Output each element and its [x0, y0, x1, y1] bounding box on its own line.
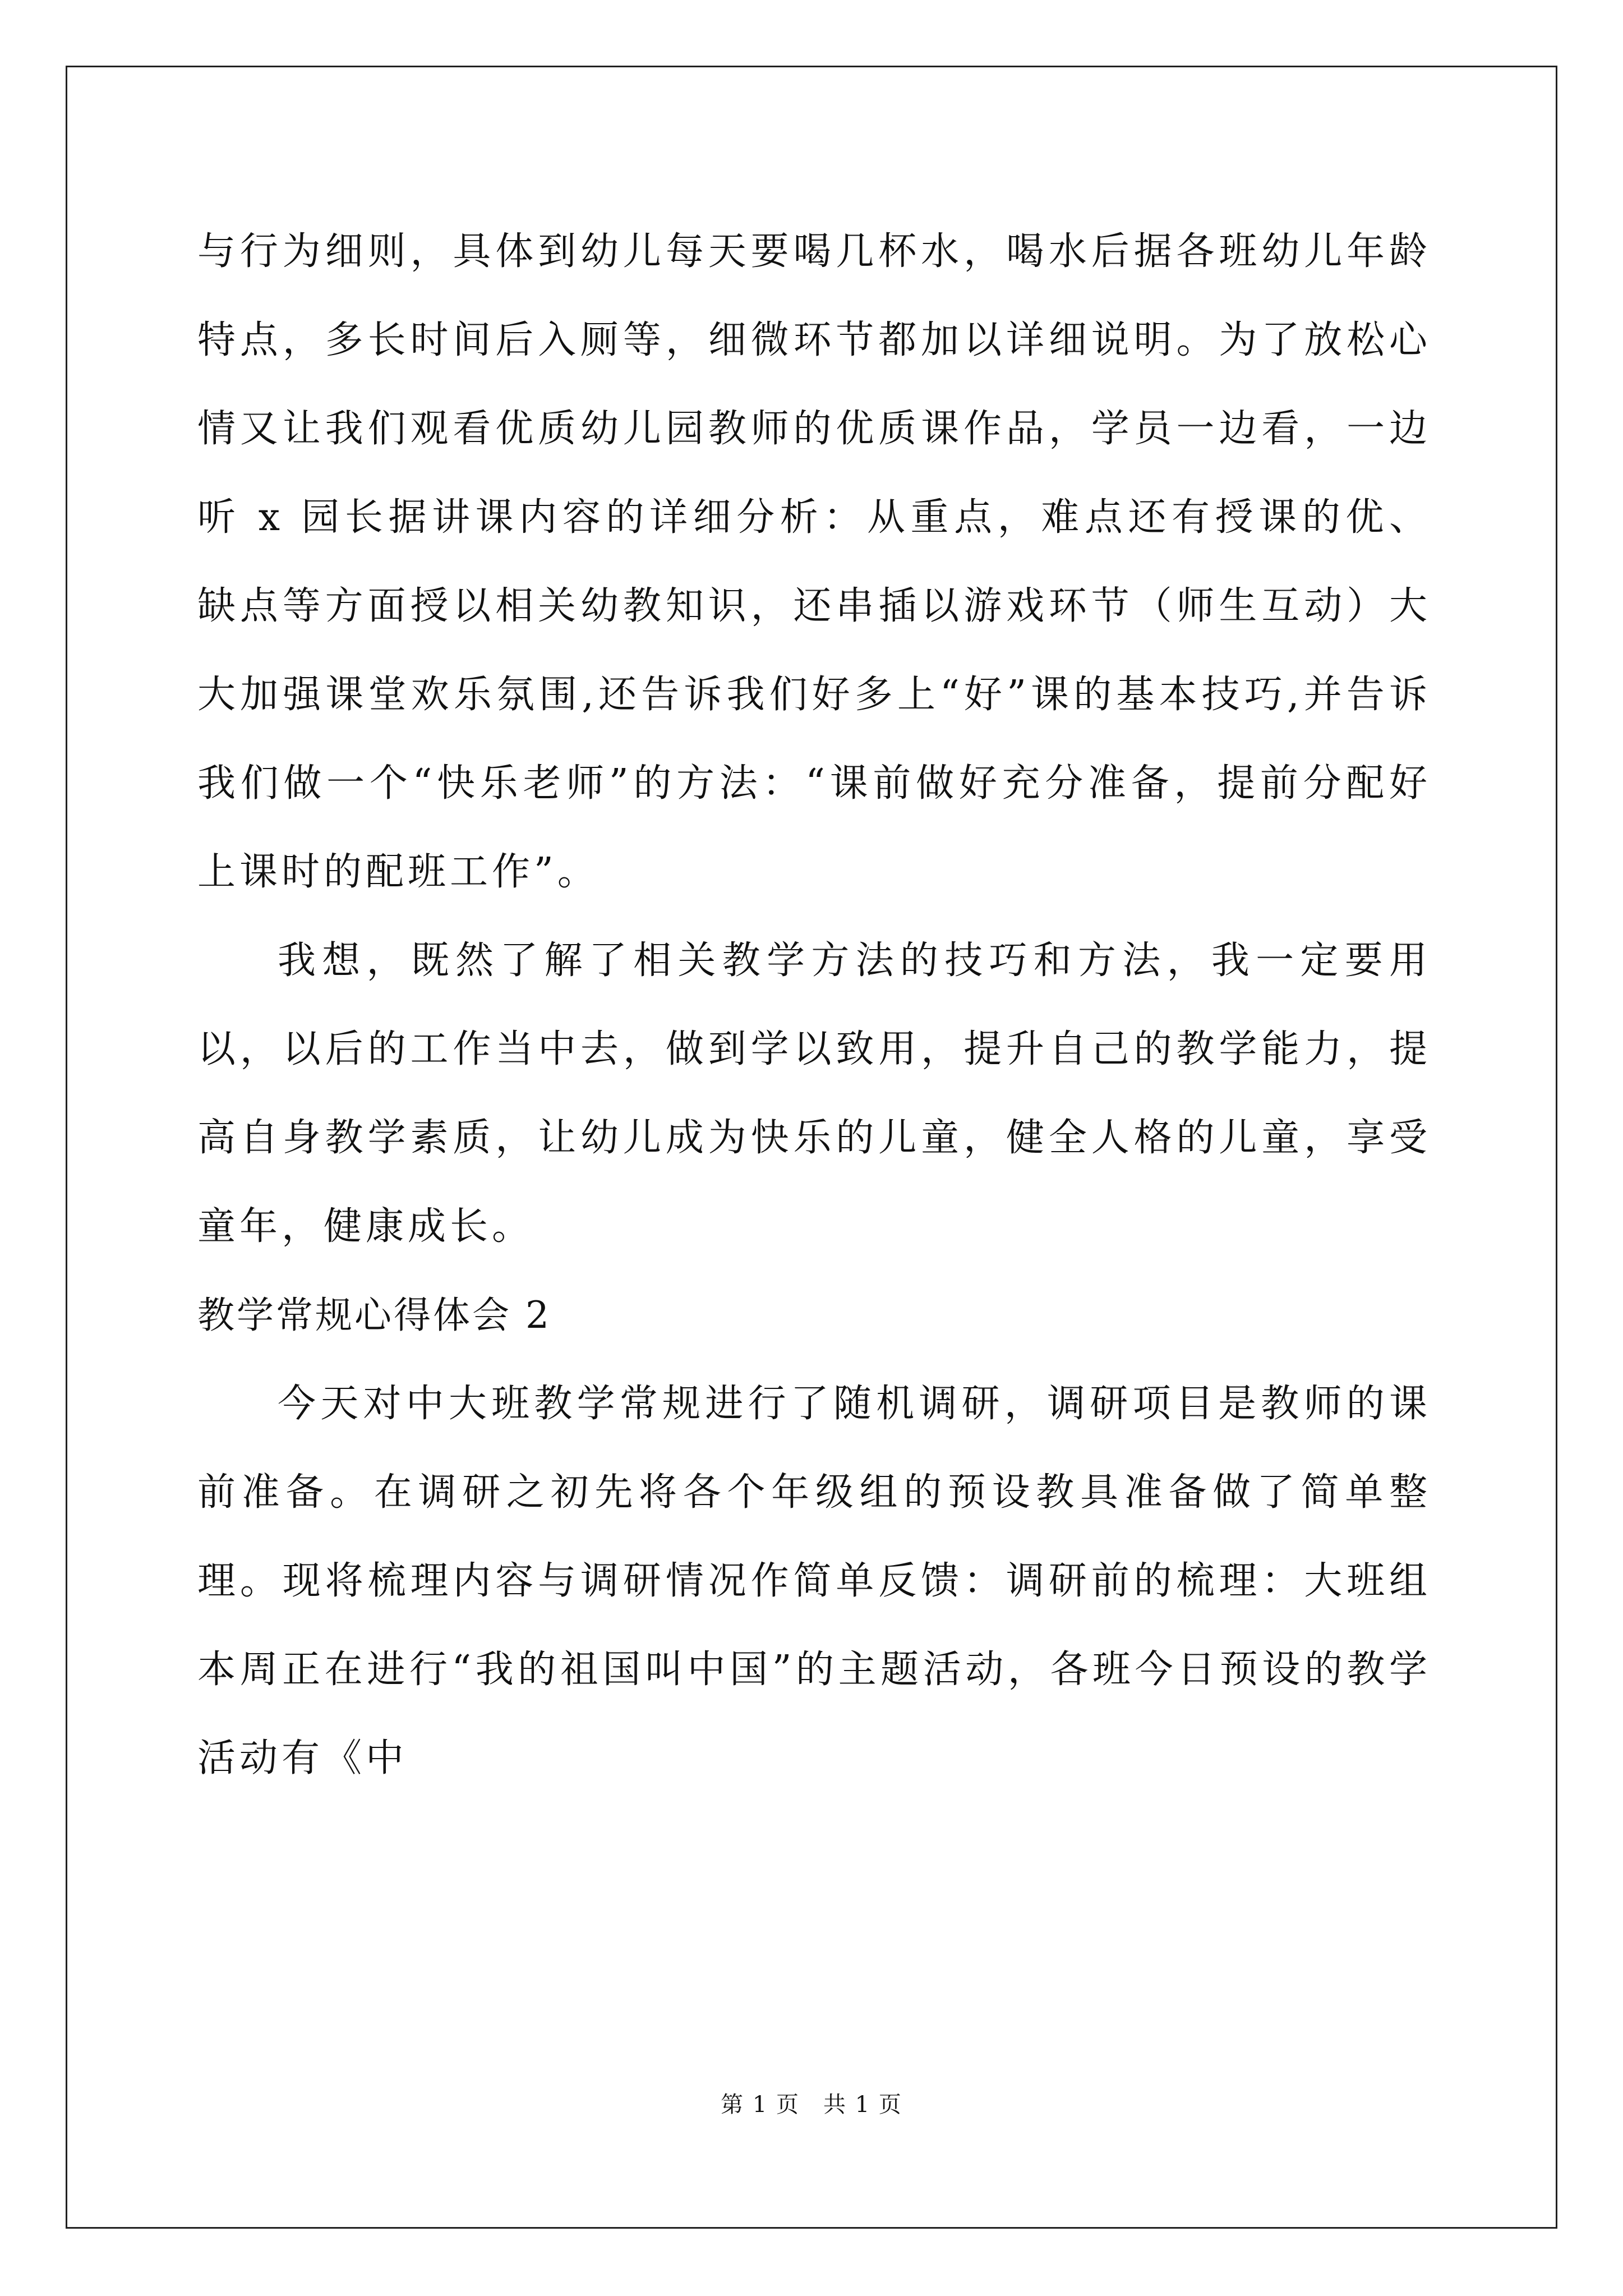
paragraph-2: 我想，既然了解了相关教学方法的技巧和方法，我一定要用以，以后的工作当中去，做到学以致用，提升自己的教学能力，提高自身教学素质，让幼儿成为快乐的儿童，健全人格的儿童，享受童年，健康成长。	[197, 938, 1431, 1249]
section-paragraph: 今天对中大班教学常规进行了随机调研，调研项目是教师的课前准备。在调研之初先将各个年级组的预设教具准备做了简单整理。现将梳理内容与调研情况作简单反馈：调研前的梳理：大班组本周正在进行“我的祖国叫中国”的主题活动，各班今日预设的教学活动有《中	[197, 1382, 1431, 1780]
section-heading: 教学常规心得体会 2	[197, 1294, 551, 1337]
paragraph-1: 与行为细则，具体到幼儿每天要喝几杯水，喝水后据各班幼儿年龄特点，多长时间后入厕等，细微环节都加以详细说明。为了放松心情又让我们观看优质幼儿园教师的优质课作品，学员一边看，一边听 x 园长据讲课内容的详细分析：从重点，难点还有授课的优、缺点等方面授以相关幼教知识，还串插以游戏环节（师生互动）大大加强课堂欢乐氛围,还告诉我们好多上“好”课的基本技巧,并告诉我们做一个“快乐老师”的方法：“课前做好充分准备，提前分配好上课时的配班工作”。	[197, 229, 1431, 894]
page-footer: 第 1 页 共 1 页	[721, 2092, 902, 2118]
document-body	[197, 208, 1431, 1803]
